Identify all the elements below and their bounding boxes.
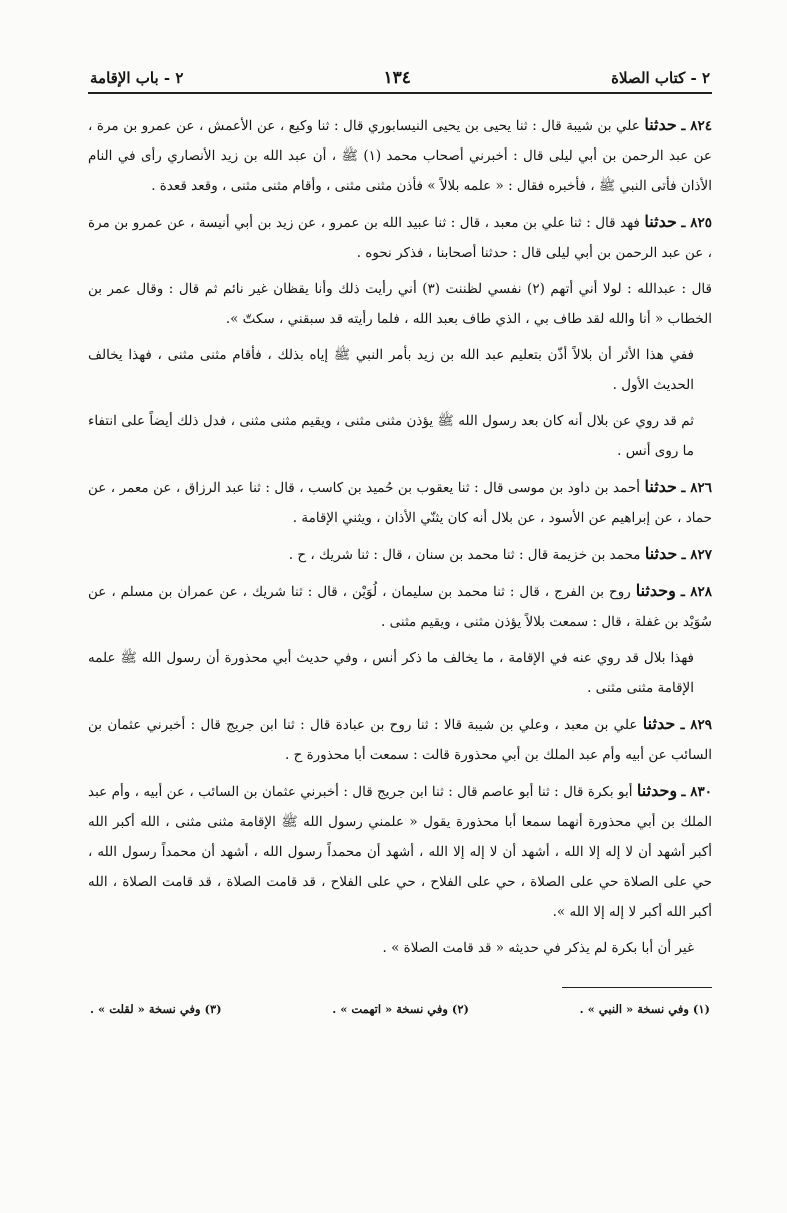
book-page bbox=[88, 68, 712, 1016]
hadith-824: ٨٢٤ ـ حدثنا علي بن شيبة قال : ثنا يحيى بن يحيى النيسابوري قال : ثنا وكيع ، عن الأعمش ، عن عمرو بن مرة ، عن عبد الرحمن بن أبي ليلى قال : أخبرني أصحاب محمد (١) ﷺ ، أن عبد الله بن زيد الأنصاري رأى في النام الأذان فأتى النبي ﷺ ، فأخبره فقال : « علمه بلالاً » فأذن مثنى مثنى ، وأقام مثنى مثنى ، وقعد قعدة . bbox=[88, 115, 713, 194]
commentary-paragraph: ثم قد روي عن بلال أنه كان بعد رسول الله ﷺ يؤذن مثنى مثنى ، ويقيم مثنى مثنى ، فدل ذلك أيضاً على انتفاء ما روى أنس . bbox=[88, 413, 694, 459]
header-rule bbox=[88, 92, 712, 94]
hadith-828: ٨٢٨ ـ وحدثنا روح بن الفرج ، قال : ثنا محمد بن سليمان ، لُوَيْن ، قال : ثنا شريك ، عن عمران بن مسلم ، عن سُوَيْد بن غفلة ، قال : سمعت بلالاً يؤذن مثنى ، ويقيم مثنى . bbox=[88, 581, 712, 630]
commentary-paragraph: فهذا بلال قد روي عنه في الإقامة ، ما يخالف ما ذكر أنس ، وفي حديث أبي محذورة أن رسول الله ﷺ علمه الإقامة مثنى مثنى . bbox=[88, 650, 694, 696]
page-number: ١٣٤ bbox=[383, 68, 411, 88]
commentary-paragraph: غير أن أبا بكرة لم يذكر في حديثه « قد قامت الصلاة » . bbox=[382, 940, 694, 956]
footnotes bbox=[88, 1002, 712, 1016]
hadith-830: ٨٣٠ ـ وحدثنا أبو بكرة قال : ثنا أبو عاصم قال : ثنا ابن جريج قال : أخبرني عثمان بن السائب ، عن أبيه ، وأم عبد الملك بن أبي محذورة أنهما سمعا أبا محذورة يقول « علمني رسول الله ﷺ الإقامة مثنى مثنى ، الله أكبر الله أكبر أشهد أن لا إله إلا الله ، أشهد أن لا إله إلا الله ، أشهد أن محمداً رسول الله ، أشهد أن محمداً رسول الله ، حي على الصلاة حي على الصلاة ، حي على الفلاح ، حي على الفلاح ، قد قامت الصلاة ، قد قامت الصلاة ، الله أكبر الله أكبر لا إله إلا الله ». bbox=[88, 781, 713, 920]
footnote-3: (٣) وفي نسخة « لقلت » . bbox=[90, 1002, 222, 1016]
footnote-rule bbox=[562, 987, 712, 988]
footnote-2: (٢) وفي نسخة « اتهمت » . bbox=[332, 1002, 469, 1016]
hadith-825: ٨٢٥ ـ حدثنا فهد قال : ثنا علي بن معبد ، قال : ثنا عبيد الله بن عمرو ، عن زيد بن أبي أنيسة ، عن عمرو بن مرة ، عن عبد الرحمن بن أبي ليلى قال : حدثنا أصحابنا ، فذكر نحوه . bbox=[88, 212, 713, 261]
header-chapter: ٢ - كتاب الصلاة bbox=[611, 69, 710, 87]
commentary-paragraph: ففي هذا الأثر أن بلالاً أذّن بتعليم عبد الله بن زيد بأمر النبي ﷺ إياه بذلك ، فأقام مثنى مثنى ، فهذا يخالف الحديث الأول . bbox=[88, 347, 694, 393]
commentary-paragraph: قال : عبدالله : لولا أني أتهم (٢) نفسي لظننت (٣) أني رأيت ذلك وأنا يقظان غير نائم ثم قال : وقال عمر بن الخطاب « أنا والله لقد طاف بي ، الذي طاف بعبد الله ، فلما رأيته قد سبقني ، سكتّ ». bbox=[88, 281, 712, 327]
header-section: ٢ - باب الإقامة bbox=[90, 69, 184, 87]
hadith-826: ٨٢٦ ـ حدثنا أحمد بن داود بن موسى قال : ثنا يعقوب بن حُميد بن كاسب ، قال : ثنا عبد الرزاق ، عن معمر ، عن حماد ، عن إبراهيم عن الأسود ، عن بلال أنه كان يثنّي الأذان ، ويثني الإقامة . bbox=[88, 477, 713, 526]
running-header bbox=[88, 68, 712, 92]
hadith-827: ٨٢٧ ـ حدثنا محمد بن خزيمة قال : ثنا محمد بن سنان ، قال : ثنا شريك ، ح . bbox=[288, 544, 712, 563]
footnote-1: (١) وفي نسخة « النبي » . bbox=[579, 1002, 710, 1016]
hadith-829: ٨٢٩ ـ حدثنا علي بن معبد ، وعلي بن شيبة قالا : ثنا روح بن عبادة قال : ثنا ابن جريج قال : أخبرني عثمان بن السائب عن أبيه وأم عبد الملك بن أبي محذورة قالت : سمعت أبا محذورة ح . bbox=[88, 714, 713, 763]
